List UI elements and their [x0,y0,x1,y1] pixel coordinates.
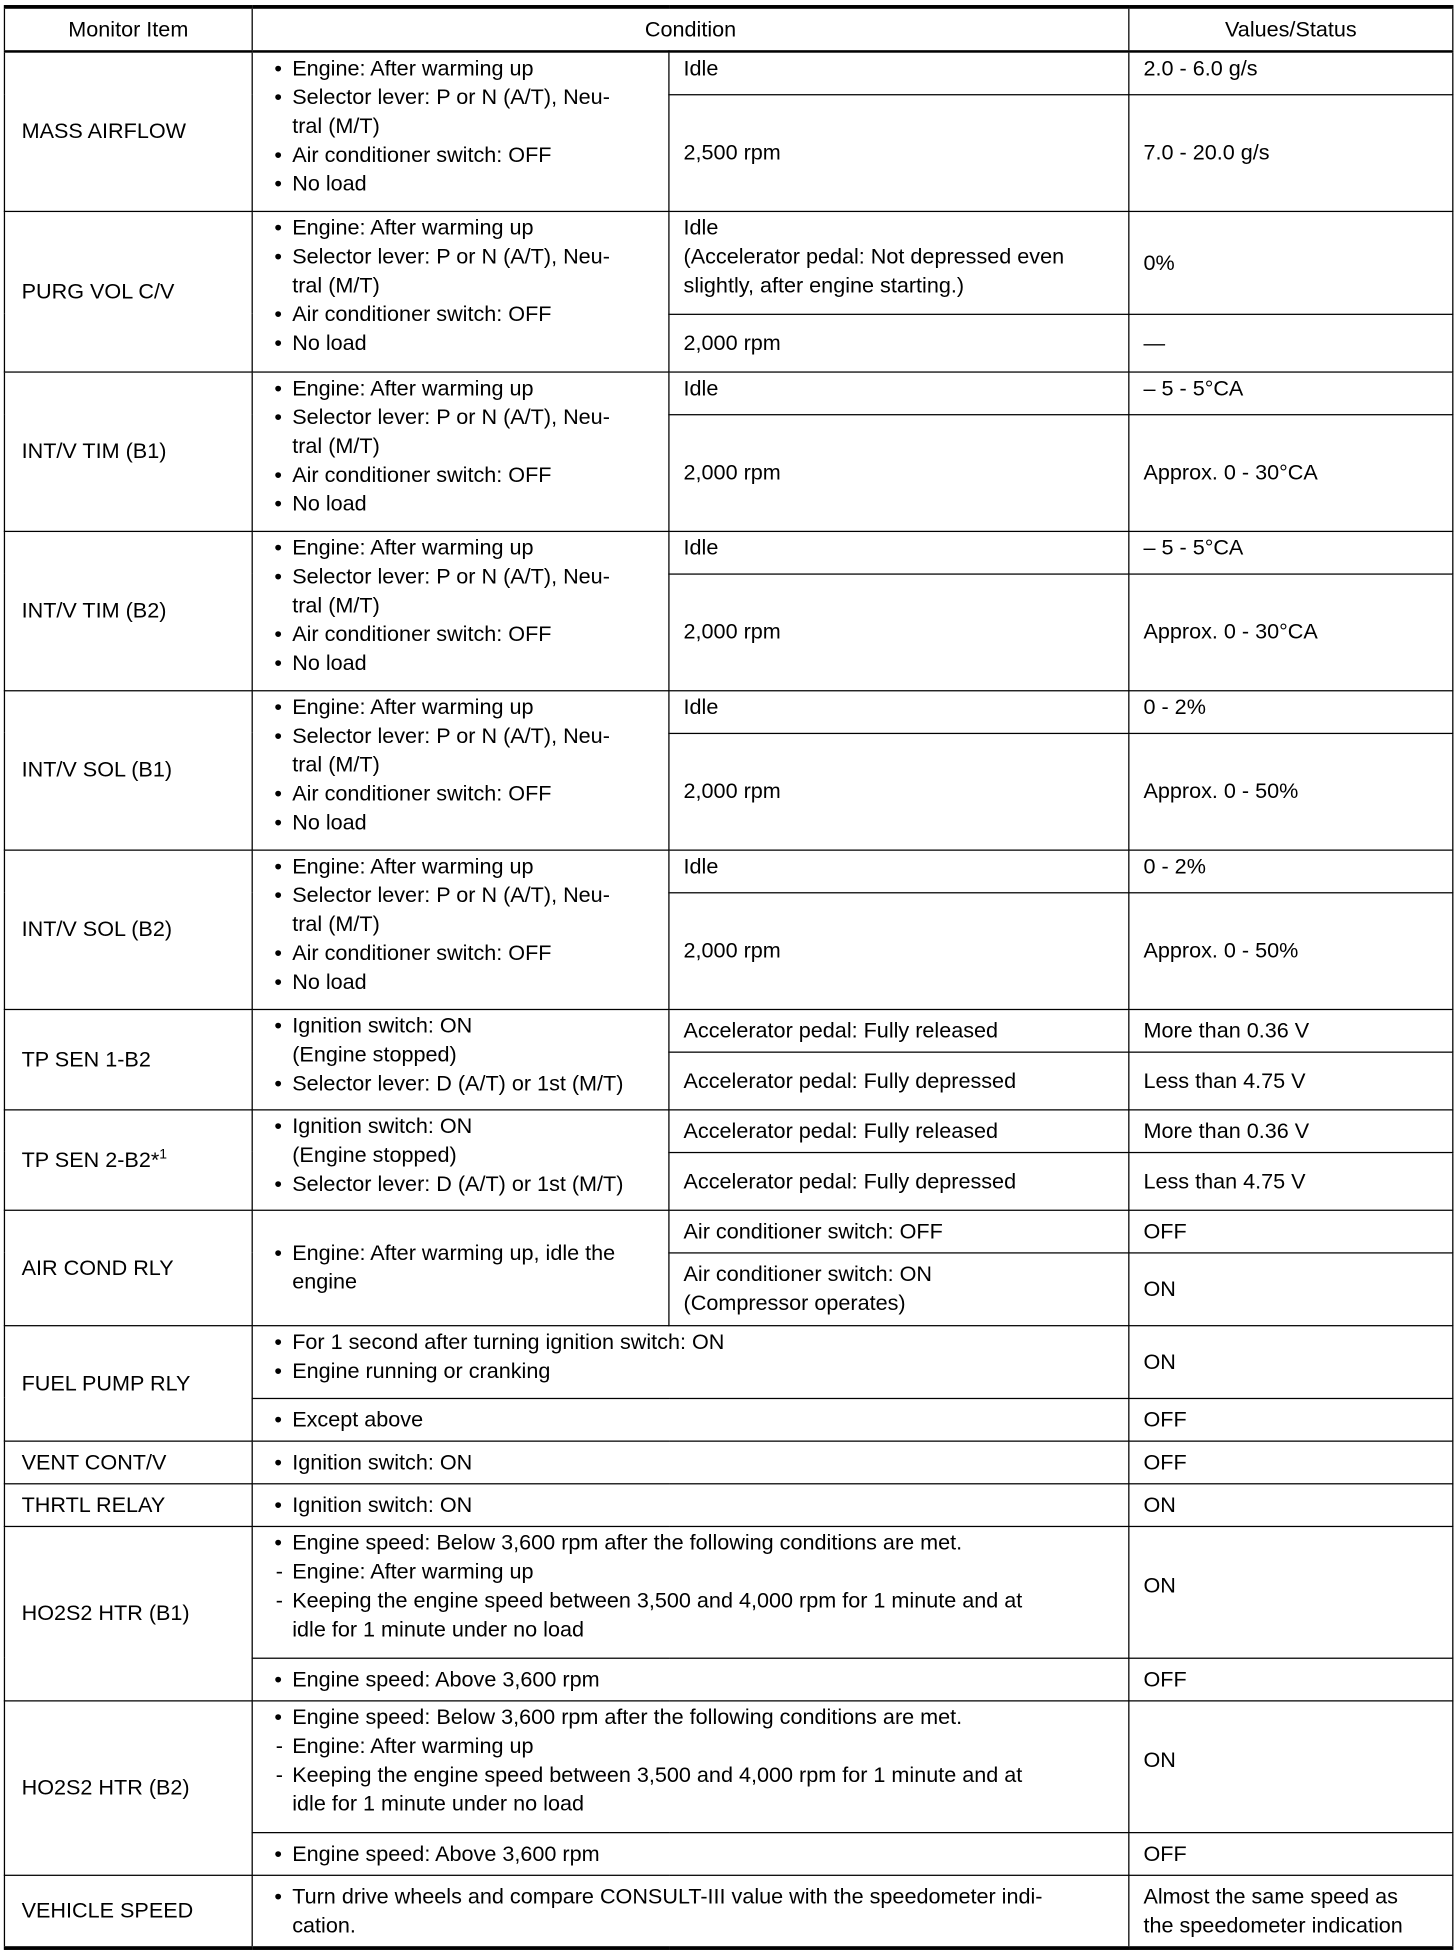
condition-sub-bullet: - Engine: After warming up [267,1731,1114,1760]
table-row [4,690,1452,733]
condition-bullet: • Selector lever: P or N (A/T), Neu- tral (M/T) [267,562,655,620]
value-cell: ON [1129,1700,1453,1832]
condition-bullet: • Selector lever: P or N (A/T), Neu- tral (M/T) [267,721,655,779]
monitor-item: TP SEN 2-B2*$^1$ [4,1109,252,1209]
condition-bullet: • Engine running or cranking [267,1356,1114,1385]
condition-bullet: • Air conditioner switch: OFF [267,938,655,967]
value-cell: OFF [1129,1832,1453,1875]
value-cell: Approx. 0 - 50% [1129,733,1453,850]
condition-bullet: • Engine: After warming up [267,373,655,402]
value-cell: – 5 - 5°CA [1129,371,1453,414]
monitor-item: THRTL RELAY [4,1483,252,1526]
monitor-item: HO2S2 HTR (B1) [4,1526,252,1700]
monitor-item: AIR COND RLY [4,1210,252,1325]
condition-bullet: • Selector lever: P or N (A/T), Neu- tral (M/T) [267,242,655,300]
condition-bullet: • Air conditioner switch: OFF [267,460,655,489]
condition-bullet: • No load [267,807,655,836]
condition-bullets [252,1210,669,1325]
condition-bullet: • Ignition switch: ON (Engine stopped) [267,1011,655,1069]
condition-sub-bullet: - Engine: After warming up [267,1557,1114,1586]
condition-bullet: • Engine: After warming up [267,692,655,721]
table-row [4,1526,1452,1658]
condition-sub-bullet: - Keeping the engine speed between 3,500 and 4,000 rpm for 1 minute and at idle for 1 minute under no load [267,1585,1114,1643]
table-row [4,1483,1452,1526]
condition-sub-bullet: - Keeping the engine speed between 3,500 and 4,000 rpm for 1 minute and at idle for 1 minute under no load [267,1760,1114,1818]
condition-bullet: • Ignition switch: ON [267,1447,1114,1476]
sub-condition: Idle [669,849,1129,892]
condition-bullet: • Engine speed: Below 3,600 rpm after the following conditions are met. [267,1702,1114,1731]
monitor-item: VEHICLE SPEED [4,1875,252,1948]
condition-bullets [252,211,669,372]
sub-condition: 2,000 rpm [669,892,1129,1009]
value-cell: OFF [1129,1210,1453,1253]
table-row [4,1441,1452,1484]
sub-condition: 2,000 rpm [669,414,1129,531]
value-cell: 2.0 - 6.0 g/s [1129,51,1453,94]
table-row [4,1210,1452,1253]
value-cell: 7.0 - 20.0 g/s [1129,94,1453,211]
table-row [4,371,1452,414]
condition-bullets [252,1700,1129,1832]
sub-condition: 2,500 rpm [669,94,1129,211]
monitor-item: INT/V TIM (B2) [4,531,252,690]
condition-bullets [252,1398,1129,1441]
header-values-status: Values/Status [1129,7,1453,52]
value-cell: Less than 4.75 V [1129,1152,1453,1210]
condition-bullet: • Engine speed: Below 3,600 rpm after the following conditions are met. [267,1528,1114,1557]
table-row [4,1875,1452,1948]
table-row [4,211,1452,314]
condition-bullets [252,1526,1129,1658]
sub-condition: Idle (Accelerator pedal: Not depressed even slightly, after engine starting.) [669,211,1129,314]
condition-bullet: • Except above [267,1405,1114,1434]
value-cell: 0% [1129,211,1453,314]
condition-bullet: • Air conditioner switch: OFF [267,779,655,808]
condition-bullets [252,690,669,849]
condition-bullet: • Engine: After warming up, idle the engine [267,1238,655,1296]
value-cell: More than 0.36 V [1129,1109,1453,1152]
condition-bullet: • Turn drive wheels and compare CONSULT-III value with the speedometer indi- cation. [267,1882,1114,1940]
sub-condition: 2,000 rpm [669,733,1129,850]
header-row [4,7,1452,52]
monitor-table [4,5,1454,1949]
sub-condition: 2,000 rpm [669,314,1129,372]
monitor-item: PURG VOL C/V [4,211,252,372]
value-cell: Approx. 0 - 50% [1129,892,1453,1009]
value-cell: More than 0.36 V [1129,1009,1453,1052]
condition-bullet: • Selector lever: P or N (A/T), Neu- tral (M/T) [267,402,655,460]
condition-bullet: • Engine: After warming up [267,533,655,562]
condition-bullets [252,1441,1129,1484]
table-row [4,51,1452,94]
monitor-item: INT/V SOL (B1) [4,690,252,849]
sub-condition: Accelerator pedal: Fully depressed [669,1152,1129,1210]
value-cell: 0 - 2% [1129,849,1453,892]
condition-bullets [252,1832,1129,1875]
value-cell: 0 - 2% [1129,690,1453,733]
sub-condition: Accelerator pedal: Fully depressed [669,1052,1129,1110]
value-cell: Less than 4.75 V [1129,1052,1453,1110]
condition-bullet: • Air conditioner switch: OFF [267,141,655,170]
value-cell: – 5 - 5°CA [1129,531,1453,574]
condition-bullet: • Engine speed: Above 3,600 rpm [267,1839,1114,1868]
footnote-marker: 1 [159,1146,168,1162]
value-cell: OFF [1129,1398,1453,1441]
condition-bullets [252,1875,1129,1948]
condition-bullet: • Air conditioner switch: OFF [267,299,655,328]
condition-bullet: • Ignition switch: ON (Engine stopped) [267,1111,655,1169]
sub-condition: Air conditioner switch: ON (Compressor operates) [669,1252,1129,1325]
condition-bullet: • No load [267,169,655,198]
monitor-item: VENT CONT/V [4,1441,252,1484]
condition-bullets [252,531,669,690]
condition-bullet: • Selector lever: D (A/T) or 1st (M/T) [267,1169,655,1198]
condition-bullet: • Ignition switch: ON [267,1490,1114,1519]
condition-bullet: • Engine: After warming up [267,851,655,880]
sub-condition: Idle [669,531,1129,574]
sub-condition: Accelerator pedal: Fully released [669,1109,1129,1152]
sub-condition: 2,000 rpm [669,573,1129,690]
monitor-item: MASS AIRFLOW [4,51,252,210]
condition-bullets [252,371,669,530]
table-row [4,849,1452,892]
condition-bullet: • Selector lever: P or N (A/T), Neu- tral (M/T) [267,83,655,141]
monitor-item: INT/V TIM (B1) [4,371,252,530]
monitor-item: FUEL PUMP RLY [4,1325,252,1440]
condition-bullet: • Engine: After warming up [267,213,655,242]
condition-bullet: • No load [267,967,655,996]
monitor-item: TP SEN 1-B2 [4,1009,252,1109]
value-cell: ON [1129,1252,1453,1325]
sub-condition: Idle [669,371,1129,414]
condition-bullet: • Selector lever: D (A/T) or 1st (M/T) [267,1068,655,1097]
sub-condition: Accelerator pedal: Fully released [669,1009,1129,1052]
table-row [4,531,1452,574]
value-cell: — [1129,314,1453,372]
header-monitor-item: Monitor Item [4,7,252,52]
table-row [4,1325,1452,1398]
condition-bullet: • Engine: After warming up [267,54,655,83]
value-cell: OFF [1129,1658,1453,1701]
value-cell: Almost the same speed as the speedometer indication [1129,1875,1453,1948]
value-cell: ON [1129,1483,1453,1526]
value-cell: ON [1129,1325,1453,1398]
sub-condition: Idle [669,690,1129,733]
sub-condition: Air conditioner switch: OFF [669,1210,1129,1253]
header-condition: Condition [252,7,1129,52]
condition-bullets [252,849,669,1008]
condition-bullets [252,51,669,210]
condition-bullets [252,1325,1129,1398]
condition-bullet: • No load [267,328,655,357]
table-row [4,1009,1452,1052]
condition-bullets [252,1658,1129,1701]
condition-bullet: • For 1 second after turning ignition switch: ON [267,1327,1114,1356]
condition-bullet: • Engine speed: Above 3,600 rpm [267,1664,1114,1693]
condition-bullet: • Selector lever: P or N (A/T), Neu- tral (M/T) [267,880,655,938]
condition-bullet: • Air conditioner switch: OFF [267,619,655,648]
condition-bullet: • No load [267,489,655,518]
sub-condition: Idle [669,51,1129,94]
value-cell: Approx. 0 - 30°CA [1129,414,1453,531]
value-cell: ON [1129,1526,1453,1658]
monitor-item: HO2S2 HTR (B2) [4,1700,252,1874]
condition-bullets [252,1483,1129,1526]
value-cell: Approx. 0 - 30°CA [1129,573,1453,690]
value-cell: OFF [1129,1441,1453,1484]
table-row [4,1109,1452,1152]
table-row [4,1700,1452,1832]
condition-bullet: • No load [267,648,655,677]
condition-bullets [252,1109,669,1209]
monitor-item: INT/V SOL (B2) [4,849,252,1008]
condition-bullets [252,1009,669,1109]
